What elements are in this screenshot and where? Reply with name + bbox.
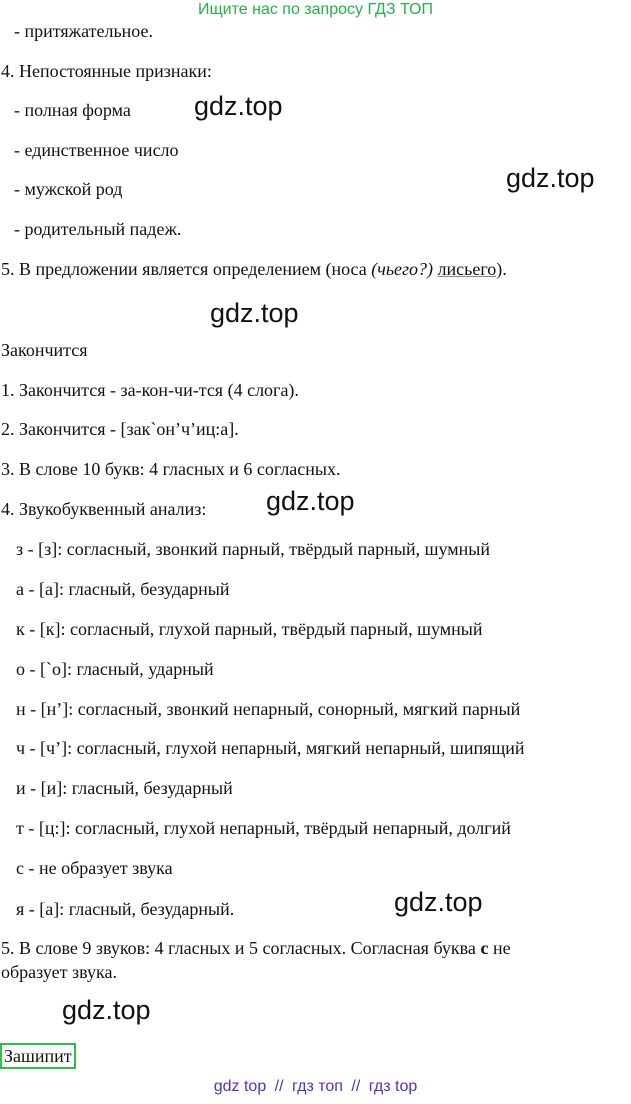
feature-singular: - единственное число bbox=[14, 140, 179, 160]
watermark-3: gdz.top bbox=[210, 298, 299, 328]
analysis-heading: 4. Звукобуквенный анализ: bbox=[1, 499, 207, 519]
watermark-1: gdz.top bbox=[194, 91, 283, 121]
item5-word: лисьего bbox=[437, 259, 497, 279]
footer-links bbox=[0, 1078, 631, 1096]
analysis-row-n: н - [н’]: согласный, звонкий непарный, сонорный, мягкий парный bbox=[16, 699, 521, 719]
word-title-zashipit: Зашипит bbox=[0, 1043, 76, 1069]
sounds-letter: с bbox=[480, 938, 489, 958]
sounds-line-2: образует звука. bbox=[1, 962, 117, 982]
item4-heading: 4. Непостоянные признаки: bbox=[1, 61, 212, 81]
letters-line: 3. В слове 10 букв: 4 гласных и 6 согласных. bbox=[1, 459, 341, 479]
possessive-line: - притяжательное. bbox=[14, 21, 154, 41]
site-banner[interactable]: Ищите нас по запросу ГДЗ ТОП bbox=[198, 1, 433, 18]
feature-full-form: - полная форма bbox=[14, 100, 131, 120]
analysis-row-a: а - [а]: гласный, безударный bbox=[16, 579, 230, 599]
analysis-row-t: т - [ц:]: согласный, глухой непарный, твёрдый непарный, долгий bbox=[16, 818, 511, 838]
sounds-prefix: 5. В слове 9 звуков: 4 гласных и 5 согласных. Согласная буква bbox=[1, 938, 481, 958]
footer-link-gdz-top-ru[interactable]: гдз топ bbox=[292, 1078, 343, 1095]
analysis-row-i: и - [и]: гласный, безударный bbox=[16, 778, 233, 798]
sounds-suffix: не bbox=[488, 938, 511, 958]
item5-line bbox=[1, 258, 507, 280]
item5-suffix: ). bbox=[496, 259, 507, 279]
watermark-4: gdz.top bbox=[266, 486, 355, 516]
analysis-row-s: с - не образует звука bbox=[16, 858, 173, 878]
feature-genitive: - родительный падеж. bbox=[14, 219, 182, 239]
transcription-line: 2. Закончится - [зак`он’ч’иц:а]. bbox=[1, 419, 239, 439]
syllables-line: 1. Закончится - за-кон-чи-тся (4 слога). bbox=[1, 380, 299, 400]
watermark-5: gdz.top bbox=[394, 887, 483, 917]
watermark-2: gdz.top bbox=[506, 163, 595, 193]
footer-separator: // bbox=[274, 1078, 284, 1095]
sounds-line-1 bbox=[1, 937, 511, 959]
feature-masculine: - мужской род bbox=[14, 179, 123, 199]
analysis-row-ch: ч - [ч’]: согласный, глухой непарный, мягкий непарный, шипящий bbox=[16, 738, 525, 758]
word-title-zakonchitsya: Закончится bbox=[1, 340, 88, 360]
analysis-row-ya: я - [а]: гласный, безударный. bbox=[16, 899, 235, 919]
analysis-row-k: к - [к]: согласный, глухой парный, твёрдый парный, шумный bbox=[16, 619, 483, 639]
footer-link-gdz-top-mixed[interactable]: гдз top bbox=[368, 1078, 418, 1095]
footer-separator: // bbox=[351, 1078, 361, 1095]
analysis-row-z: з - [з]: согласный, звонкий парный, твёрдый парный, шумный bbox=[16, 539, 490, 559]
watermark-6: gdz.top bbox=[62, 995, 151, 1025]
item5-question: (чьего?) bbox=[371, 259, 434, 279]
analysis-row-o: о - [`о]: гласный, ударный bbox=[16, 659, 214, 679]
footer-link-gdz-top[interactable]: gdz top bbox=[213, 1078, 267, 1095]
next-word-box bbox=[0, 1043, 76, 1069]
item5-prefix: 5. В предложении является определением (носа bbox=[1, 259, 372, 279]
